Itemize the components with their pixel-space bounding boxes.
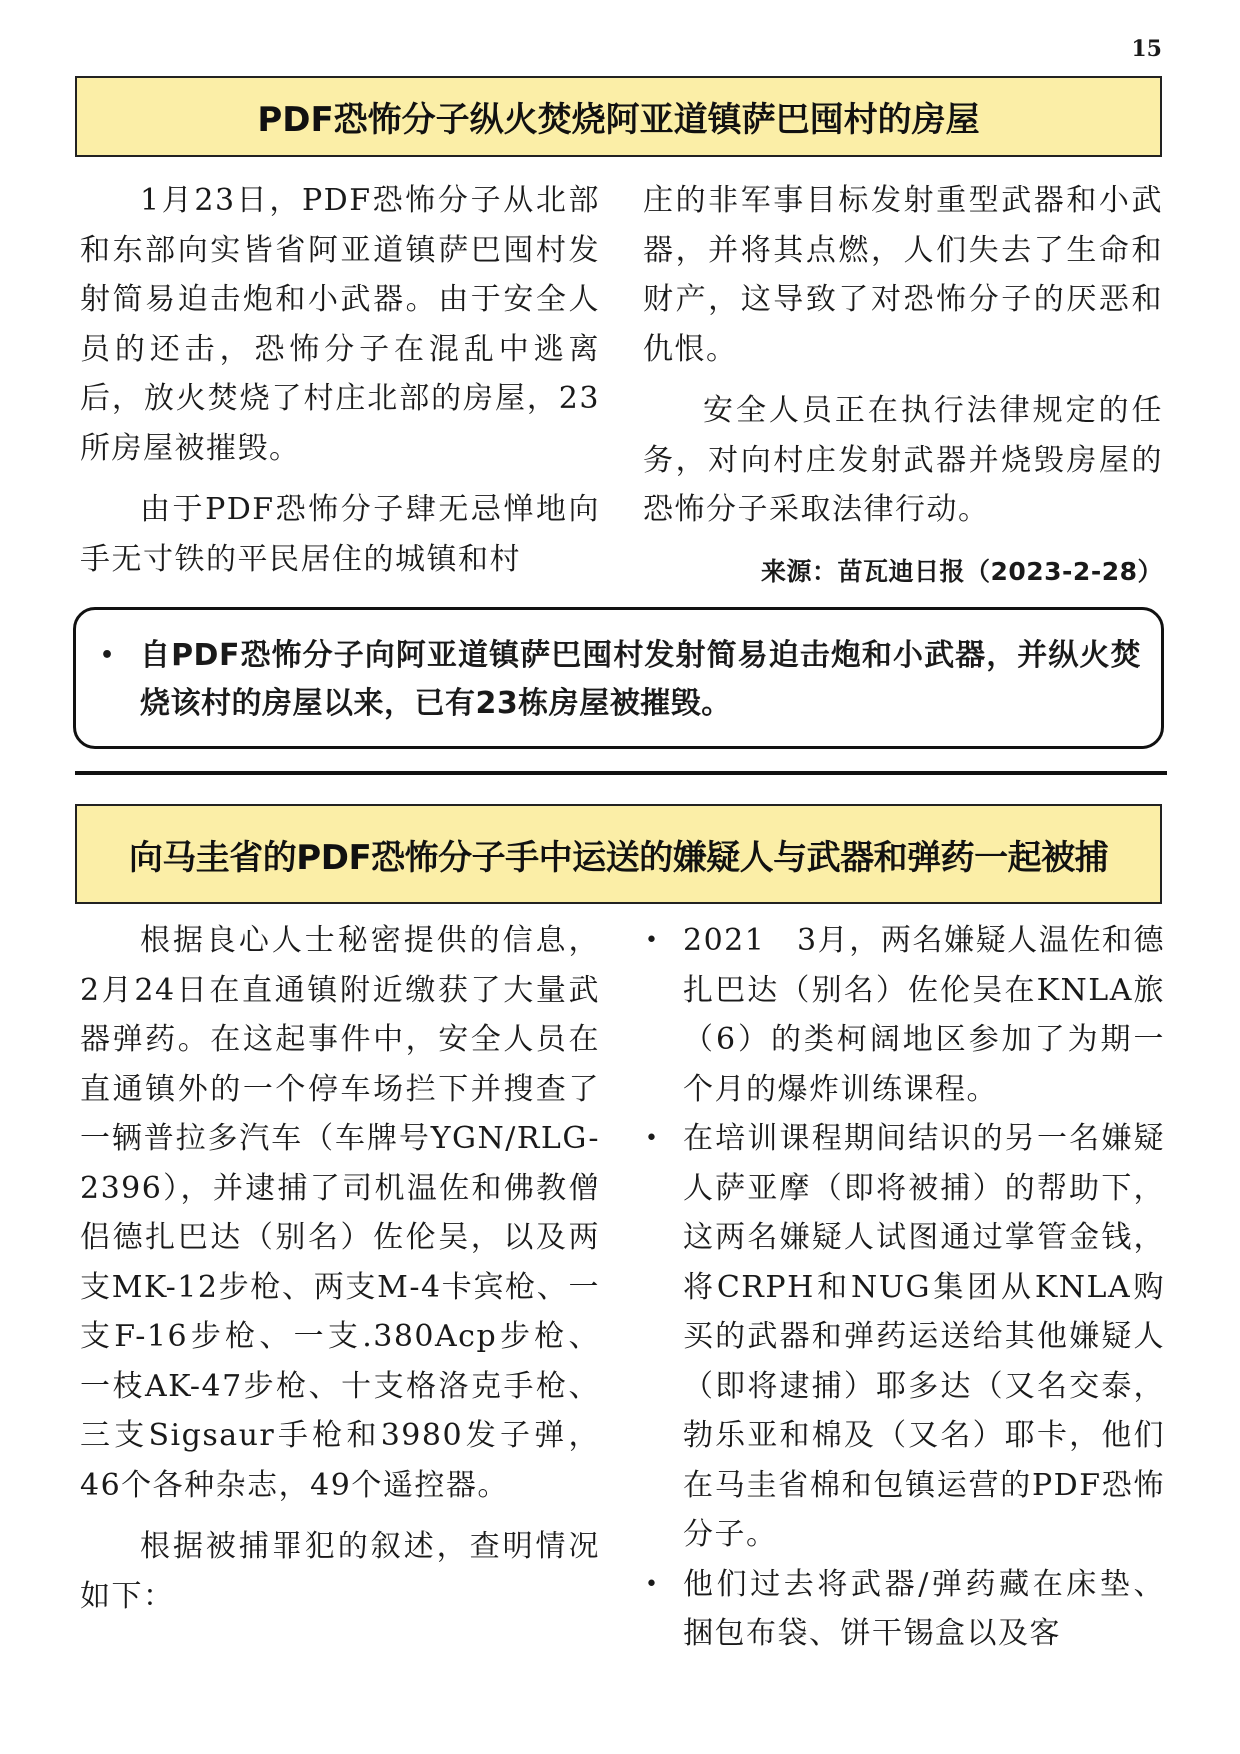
article1-left-column bbox=[80, 176, 600, 596]
article2-paragraph: 根据良心人士秘密提供的信息，2月24日在直通镇附近缴获了大量武器弹药。在这起事件中，安全人员在直通镇外的一个停车场拦下并搜查了一辆普拉多汽车（车牌号YGN/RLG-2396），并逮捕了司机温佐和佛教僧侣德扎巴达（别名）佐伦吴，以及两支MK-12步枪、两支M-4卡宾枪、一支F-16步枪、一支.380Acp步枪、一枝AK-47步枪、十支格洛克手枪、三支Sigsaur手枪和3980发子弹，46个各种杂志，49个遥控器。 bbox=[80, 923, 600, 1503]
bullet-icon: • bbox=[645, 1126, 660, 1151]
article1-highlight-box bbox=[73, 607, 1164, 749]
article1-title: PDF恐怖分子纵火焚烧阿亚道镇萨巴囤村的房屋 bbox=[75, 76, 1162, 157]
article2-right-column bbox=[643, 916, 1165, 1659]
article2-paragraph: 根据被捕罪犯的叙述，查明情况如下： bbox=[80, 1529, 600, 1614]
article1-paragraph: 安全人员正在执行法律规定的任务，对向村庄发射武器并烧毁房屋的恐怖分子采取法律行动。 bbox=[643, 393, 1163, 527]
article1-paragraph: 1月23日，PDF恐怖分子从北部和东部向实皆省阿亚道镇萨巴囤村发射简易迫击炮和小武器。由于安全人员的还击，恐怖分子在混乱中逃离后，放火焚烧了村庄北部的房屋，23所房屋被摧毁。 bbox=[80, 183, 600, 466]
bullet-item bbox=[643, 1114, 1165, 1560]
article2-title: 向马圭省的PDF恐怖分子手中运送的嫌疑人与武器和弹药一起被捕 bbox=[75, 804, 1162, 904]
article1-paragraph: 由于PDF恐怖分子肆无忌惮地向手无寸铁的平民居住的城镇和村 bbox=[80, 492, 600, 577]
bullet-icon: • bbox=[100, 643, 115, 668]
highlight-text: 自PDF恐怖分子向阿亚道镇萨巴囤村发射简易迫击炮和小武器，并纵火焚烧该村的房屋以来，已有23栋房屋被摧毁。 bbox=[140, 638, 1141, 721]
bullet-text: 他们过去将武器/弹药藏在床垫、捆包布袋、饼干锡盒以及客 bbox=[683, 1566, 1165, 1651]
page-number: 15 bbox=[1131, 36, 1162, 62]
bullet-icon: • bbox=[645, 1571, 660, 1597]
bullet-icon: • bbox=[645, 928, 660, 953]
highlight-item bbox=[96, 632, 1141, 728]
bullet-text: 2021 3月，两名嫌疑人温佐和德扎巴达（别名）佐伦吴在KNLA旅（6）的类柯阔地区参加了为期一个月的爆炸训练课程。 bbox=[683, 923, 1165, 1107]
bullet-item bbox=[643, 916, 1165, 1114]
bullet-item bbox=[643, 1560, 1165, 1659]
article1-source: 来源：苗瓦迪日报（2023-2-28） bbox=[760, 556, 1163, 586]
article2-left-column bbox=[80, 916, 600, 1633]
section-divider bbox=[75, 771, 1167, 775]
bullet-text: 在培训课程期间结识的另一名嫌疑人萨亚摩（即将被捕）的帮助下，这两名嫌疑人试图通过掌管金钱，将CRPH和NUG集团从KNLA购买的武器和弹药运送给其他嫌疑人（即将逮捕）耶多达（又名交泰，勃乐亚和棉及（又名）耶卡，他们在马圭省棉和包镇运营的PDF恐怖分子。 bbox=[683, 1121, 1165, 1552]
article1-paragraph: 庄的非军事目标发射重型武器和小武器，并将其点燃，人们失去了生命和财产，这导致了对恐怖分子的厌恶和仇恨。 bbox=[643, 183, 1163, 367]
article1-right-column bbox=[643, 176, 1163, 596]
